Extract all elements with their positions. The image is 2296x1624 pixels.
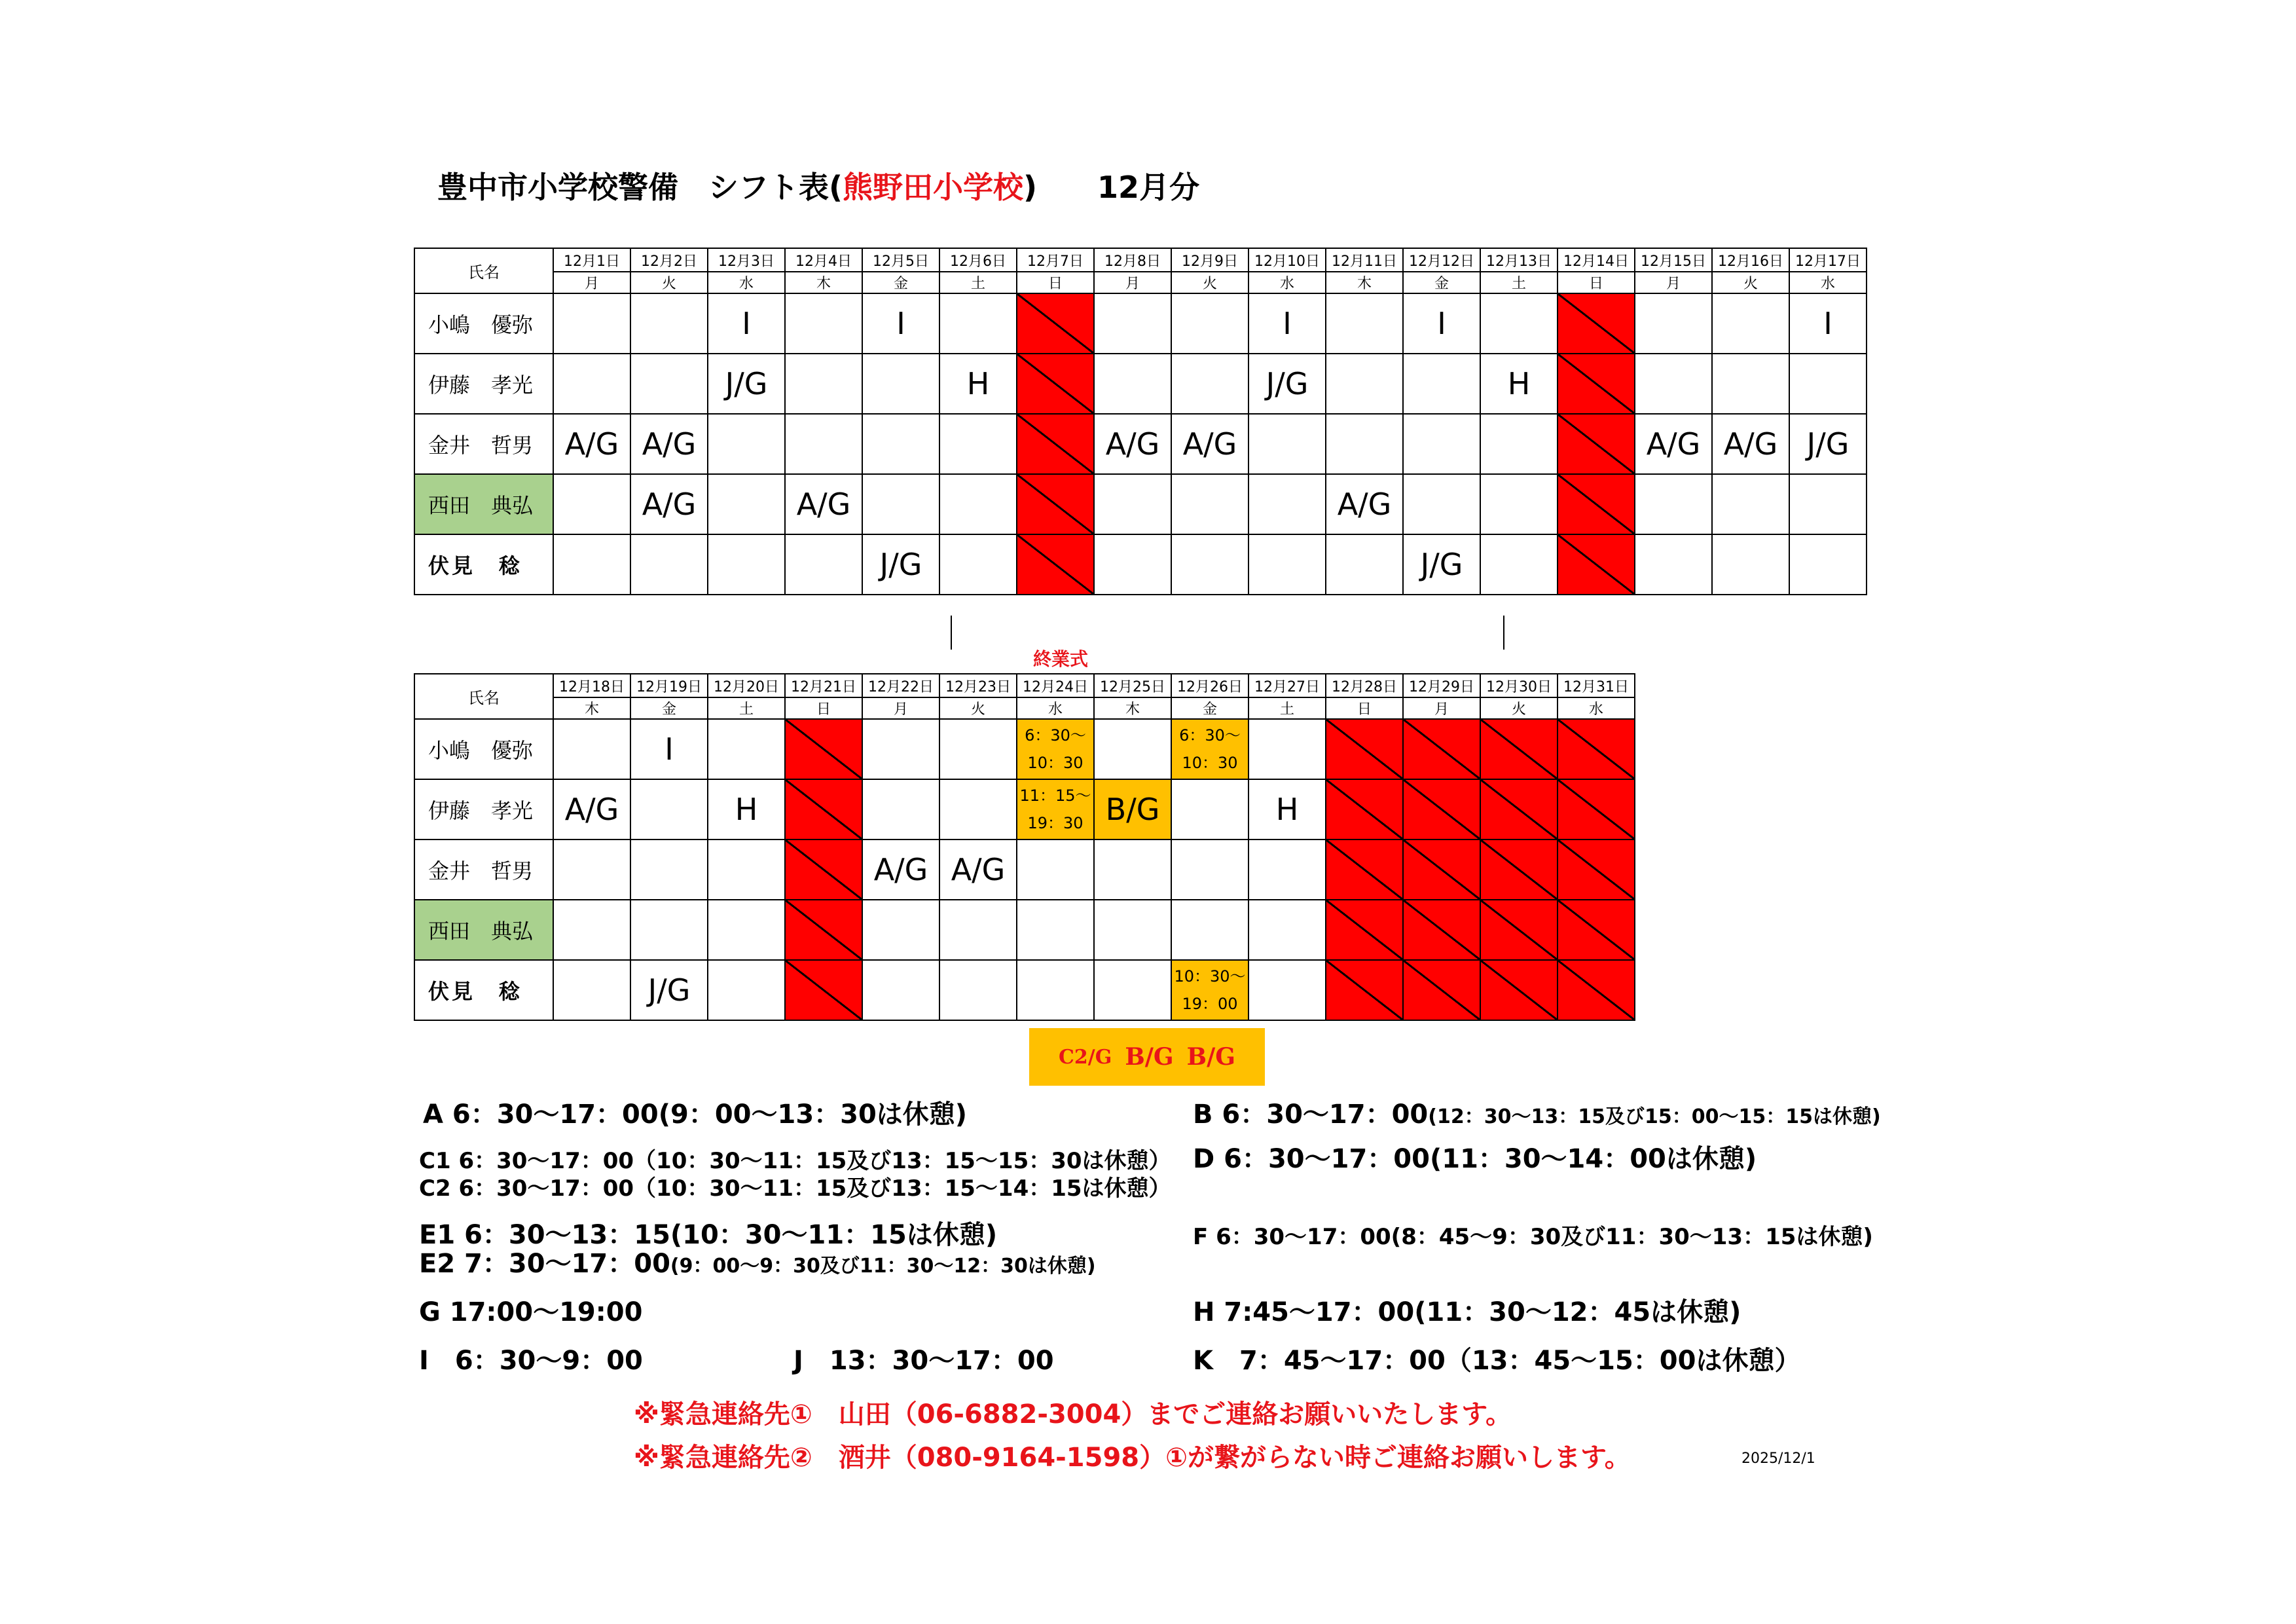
shift-cell: 6：30～ 10：30 (1171, 719, 1248, 779)
shift-cell (708, 474, 785, 534)
shift-cell (1326, 414, 1403, 474)
date-header: 12月8日 (1094, 248, 1171, 272)
date-header: 12月22日 (862, 674, 939, 697)
off-day-cell (1326, 719, 1403, 779)
shift-cell (553, 293, 630, 354)
shift-cell (708, 840, 785, 900)
shift-cell: J/G (862, 534, 939, 595)
shift-cell (630, 354, 708, 414)
off-day-cell (1558, 779, 1635, 840)
off-day-cell (1480, 840, 1558, 900)
shift-cell: A/G (862, 840, 939, 900)
date-header: 12月29日 (1403, 674, 1480, 697)
date-header: 12月14日 (1558, 248, 1635, 272)
weekday-header: 土 (1480, 272, 1558, 293)
weekday-header: 水 (1789, 272, 1867, 293)
emergency-contact-1: ※緊急連絡先① 山田（06-6882-3004）までご連絡お願いいたします。 (634, 1399, 1512, 1430)
date-header: 12月10日 (1248, 248, 1326, 272)
weekday-header: 土 (939, 272, 1017, 293)
shift-cell (1094, 354, 1171, 414)
separator-tick-left (951, 616, 952, 650)
weekday-header: 日 (1017, 272, 1094, 293)
staff-name: 小嶋 優弥 (414, 293, 553, 354)
shift-cell: A/G (1326, 474, 1403, 534)
off-day-cell (1017, 474, 1094, 534)
weekday-header: 火 (1480, 697, 1558, 719)
shift-cell (1403, 474, 1480, 534)
date-header: 12月18日 (553, 674, 630, 697)
shift-cell (1248, 960, 1326, 1020)
shift-cell: H (1480, 354, 1558, 414)
off-day-cell (1558, 840, 1635, 900)
table-row (414, 900, 1635, 960)
shift-cell (1017, 840, 1094, 900)
date-header: 12月7日 (1017, 248, 1094, 272)
shift-cell (785, 414, 862, 474)
date-header: 12月9日 (1171, 248, 1248, 272)
shift-cell (1480, 474, 1558, 534)
weekday-header: 火 (939, 697, 1017, 719)
shift-cell (1171, 474, 1248, 534)
shift-cell: J/G (1248, 354, 1326, 414)
off-day-cell (1403, 960, 1480, 1020)
shift-cell (1712, 293, 1789, 354)
shift-cell (1171, 354, 1248, 414)
legend-e2: E2 7：30～17：00(9：00～9：30及び11：30～12：30は休憩) (419, 1249, 1096, 1279)
staff-name: 伏見 稔 (414, 960, 553, 1020)
shift-cell (1094, 719, 1171, 779)
shift-cell (1712, 354, 1789, 414)
shift-cell (1094, 840, 1171, 900)
shift-cell (862, 474, 939, 534)
shift-cell: A/G (1712, 414, 1789, 474)
off-day-cell (1403, 779, 1480, 840)
weekday-header: 木 (553, 697, 630, 719)
shift-cell (1712, 474, 1789, 534)
shift-cell (553, 474, 630, 534)
shift-cell (1326, 293, 1403, 354)
weekday-header: 金 (862, 272, 939, 293)
legend-h: H 7:45～17：00(11：30～12：45は休憩) (1193, 1297, 1741, 1327)
weekday-header: 月 (862, 697, 939, 719)
shift-cell: A/G (1094, 414, 1171, 474)
shift-cell: J/G (630, 960, 708, 1020)
shift-cell (553, 900, 630, 960)
legend-c2: C2 6：30～17：00（10：30～11：15及び13：15～14：15は休憩） (419, 1175, 1171, 1202)
shift-cell (939, 779, 1017, 840)
name-header: 氏名 (414, 248, 553, 293)
off-day-cell (1480, 719, 1558, 779)
off-day-cell (1403, 900, 1480, 960)
table-row (414, 293, 1867, 354)
shift-cell (862, 900, 939, 960)
off-day-cell (1326, 779, 1403, 840)
weekday-header: 木 (785, 272, 862, 293)
shift-cell (785, 293, 862, 354)
weekday-header: 土 (1248, 697, 1326, 719)
shift-cell (630, 779, 708, 840)
table-row (414, 719, 1635, 779)
shift-cell: A/G (630, 474, 708, 534)
table-row (414, 474, 1867, 534)
shift-cell (939, 474, 1017, 534)
date-header: 12月27日 (1248, 674, 1326, 697)
weekday-header: 水 (1558, 697, 1635, 719)
weekday-header: 月 (553, 272, 630, 293)
shift-cell (553, 354, 630, 414)
shift-cell (1480, 293, 1558, 354)
shift-cell (1326, 354, 1403, 414)
shift-cell (708, 900, 785, 960)
date-header: 12月26日 (1171, 674, 1248, 697)
off-day-cell (1558, 534, 1635, 595)
shift-cell (939, 293, 1017, 354)
shift-cell (1094, 293, 1171, 354)
shift-cell: I (1248, 293, 1326, 354)
special-shift-bg-2: B/G (1186, 1043, 1235, 1071)
legend-c1: C1 6：30～17：00（10：30～11：15及び13：15～15：30は休憩） (419, 1148, 1171, 1174)
date-header: 12月12日 (1403, 248, 1480, 272)
date-header: 12月24日 (1017, 674, 1094, 697)
off-day-cell (785, 840, 862, 900)
shift-cell (1171, 840, 1248, 900)
table-row (414, 960, 1635, 1020)
shift-cell (708, 534, 785, 595)
page-title: 豊中市小学校警備 シフト表(熊野田小学校) 12月分 (437, 170, 1200, 205)
shift-cell: H (939, 354, 1017, 414)
table-row (414, 354, 1867, 414)
shift-cell (553, 960, 630, 1020)
weekday-header: 金 (1403, 272, 1480, 293)
shift-cell (708, 719, 785, 779)
table-row (414, 534, 1867, 595)
shift-cell: J/G (1789, 414, 1867, 474)
date-header: 12月5日 (862, 248, 939, 272)
weekday-header: 日 (1558, 272, 1635, 293)
name-header: 氏名 (414, 674, 553, 719)
staff-name: 伊藤 孝光 (414, 354, 553, 414)
shift-cell: A/G (630, 414, 708, 474)
shift-cell: 11：15～ 19：30 (1017, 779, 1094, 840)
special-shift-bg-1: B/G (1125, 1043, 1174, 1071)
shift-cell: 10：30～ 19：00 (1171, 960, 1248, 1020)
off-day-cell (1326, 900, 1403, 960)
legend-b: B 6：30～17：00(12：30～13：15及び15：00～15：15は休憩) (1193, 1099, 1881, 1130)
shift-cell (1789, 534, 1867, 595)
shift-cell (1480, 534, 1558, 595)
off-day-cell (1558, 900, 1635, 960)
shift-cell (862, 719, 939, 779)
off-day-cell (785, 900, 862, 960)
shift-cell (939, 719, 1017, 779)
off-day-cell (1480, 779, 1558, 840)
off-day-cell (1017, 414, 1094, 474)
shift-cell: I (862, 293, 939, 354)
date-header: 12月25日 (1094, 674, 1171, 697)
date-header: 12月13日 (1480, 248, 1558, 272)
legend-a: A 6：30～17：00(9：00～13：30は休憩) (423, 1099, 968, 1130)
off-day-cell (1403, 719, 1480, 779)
shift-cell (1248, 719, 1326, 779)
shift-cell (708, 960, 785, 1020)
shift-cell (939, 414, 1017, 474)
shift-cell (1248, 534, 1326, 595)
staff-name: 西田 典弘 (414, 474, 553, 534)
legend-f: F 6：30～17：00(8：45～9：30及び11：30～13：15は休憩) (1193, 1224, 1873, 1250)
weekday-header: 日 (785, 697, 862, 719)
shift-cell (939, 534, 1017, 595)
staff-name: 金井 哲男 (414, 840, 553, 900)
date-header: 12月15日 (1635, 248, 1712, 272)
date-header: 12月19日 (630, 674, 708, 697)
shift-cell (1789, 474, 1867, 534)
off-day-cell (1558, 293, 1635, 354)
shift-cell: A/G (785, 474, 862, 534)
shift-cell (553, 719, 630, 779)
weekday-header: 火 (630, 272, 708, 293)
shift-cell (630, 840, 708, 900)
date-header: 12月28日 (1326, 674, 1403, 697)
shift-cell: A/G (939, 840, 1017, 900)
shift-cell (939, 960, 1017, 1020)
shift-cell (1712, 534, 1789, 595)
date-header: 12月17日 (1789, 248, 1867, 272)
weekday-header: 水 (708, 272, 785, 293)
legend-d: D 6：30～17：00(11：30～14：00は休憩) (1193, 1144, 1757, 1174)
date-header: 12月23日 (939, 674, 1017, 697)
shift-table-2 (414, 673, 1635, 1021)
shift-cell (1789, 354, 1867, 414)
shift-cell (1017, 900, 1094, 960)
shift-cell (1094, 960, 1171, 1020)
date-header: 12月31日 (1558, 674, 1635, 697)
shift-cell: A/G (553, 414, 630, 474)
staff-name: 小嶋 優弥 (414, 719, 553, 779)
shift-cell (630, 293, 708, 354)
weekday-header: 月 (1094, 272, 1171, 293)
shift-cell (1248, 474, 1326, 534)
shift-cell: B/G (1094, 779, 1171, 840)
shift-cell (1248, 840, 1326, 900)
shift-cell: I (1403, 293, 1480, 354)
shift-cell (1326, 534, 1403, 595)
legend-k: K 7：45～17：00（13：45～15：00は休憩） (1193, 1346, 1801, 1376)
weekday-header: 金 (630, 697, 708, 719)
weekday-header: 金 (1171, 697, 1248, 719)
off-day-cell (785, 960, 862, 1020)
school-name: 熊野田小学校 (843, 170, 1024, 205)
off-day-cell (1017, 534, 1094, 595)
shift-cell: I (708, 293, 785, 354)
date-header: 12月20日 (708, 674, 785, 697)
shift-cell (630, 900, 708, 960)
off-day-cell (1558, 354, 1635, 414)
shift-cell (1635, 474, 1712, 534)
date-header: 12月4日 (785, 248, 862, 272)
weekday-header: 木 (1094, 697, 1171, 719)
shift-cell (785, 534, 862, 595)
shift-cell: H (708, 779, 785, 840)
shift-cell (1248, 414, 1326, 474)
shift-table-1 (414, 248, 1867, 595)
shift-cell (708, 414, 785, 474)
date-header: 12月30日 (1480, 674, 1558, 697)
shift-cell (553, 534, 630, 595)
off-day-cell (1326, 960, 1403, 1020)
shift-cell (862, 960, 939, 1020)
weekday-header: 木 (1326, 272, 1403, 293)
off-day-cell (1326, 840, 1403, 900)
date-header: 12月2日 (630, 248, 708, 272)
staff-name: 西田 典弘 (414, 900, 553, 960)
shift-cell: J/G (1403, 534, 1480, 595)
emergency-contact-2: ※緊急連絡先② 酒井（080-9164-1598）①が繋がらない時ご連絡お願いします。 (634, 1443, 1631, 1473)
legend-i: I 6：30～9：00 (419, 1346, 643, 1376)
shift-cell (1094, 900, 1171, 960)
shift-cell (1635, 534, 1712, 595)
shift-cell (1171, 779, 1248, 840)
shift-cell (862, 414, 939, 474)
shift-cell (1403, 414, 1480, 474)
table-row (414, 779, 1635, 840)
staff-name: 伏見 稔 (414, 534, 553, 595)
off-day-cell (785, 719, 862, 779)
date-header: 12月16日 (1712, 248, 1789, 272)
shift-cell (1635, 293, 1712, 354)
shift-cell (1403, 354, 1480, 414)
staff-name: 金井 哲男 (414, 414, 553, 474)
closing-ceremony-label: 終業式 (1033, 648, 1089, 670)
shift-cell: J/G (708, 354, 785, 414)
shift-cell (1171, 900, 1248, 960)
weekday-header: 火 (1712, 272, 1789, 293)
shift-cell: A/G (553, 779, 630, 840)
staff-name: 伊藤 孝光 (414, 779, 553, 840)
shift-cell (862, 779, 939, 840)
weekday-header: 月 (1403, 697, 1480, 719)
legend-j: J 13：30～17：00 (793, 1346, 1054, 1376)
weekday-header: 月 (1635, 272, 1712, 293)
weekday-header: 水 (1248, 272, 1326, 293)
shift-cell (1171, 293, 1248, 354)
date-header: 12月3日 (708, 248, 785, 272)
off-day-cell (1403, 840, 1480, 900)
off-day-cell (1558, 414, 1635, 474)
date-header: 12月1日 (553, 248, 630, 272)
shift-cell: I (630, 719, 708, 779)
special-shift-c2g: C2/G (1059, 1045, 1112, 1069)
legend-g: G 17:00～19:00 (419, 1297, 643, 1327)
shift-cell (785, 354, 862, 414)
legend-e1: E1 6：30～13：15(10：30～11：15は休憩) (419, 1220, 998, 1250)
date-header: 12月11日 (1326, 248, 1403, 272)
separator-tick-right (1503, 616, 1504, 650)
off-day-cell (1017, 293, 1094, 354)
date-header: 12月21日 (785, 674, 862, 697)
shift-cell (1094, 534, 1171, 595)
off-day-cell (785, 779, 862, 840)
off-day-cell (1017, 354, 1094, 414)
special-shift-bar (1029, 1028, 1265, 1086)
shift-cell (1635, 354, 1712, 414)
shift-cell (862, 354, 939, 414)
shift-cell: H (1248, 779, 1326, 840)
shift-cell (553, 840, 630, 900)
issue-date: 2025/12/1 (1741, 1450, 1815, 1467)
shift-cell: A/G (1171, 414, 1248, 474)
off-day-cell (1480, 900, 1558, 960)
shift-cell (630, 534, 708, 595)
shift-cell: A/G (1635, 414, 1712, 474)
weekday-header: 水 (1017, 697, 1094, 719)
date-header: 12月6日 (939, 248, 1017, 272)
weekday-header: 火 (1171, 272, 1248, 293)
shift-cell: 6：30～ 10：30 (1017, 719, 1094, 779)
weekday-header: 土 (708, 697, 785, 719)
shift-cell (1248, 900, 1326, 960)
shift-cell (1094, 474, 1171, 534)
off-day-cell (1558, 474, 1635, 534)
shift-cell (1480, 414, 1558, 474)
off-day-cell (1558, 719, 1635, 779)
table-row (414, 414, 1867, 474)
weekday-header: 日 (1326, 697, 1403, 719)
shift-cell (1017, 960, 1094, 1020)
shift-cell (939, 900, 1017, 960)
shift-cell: I (1789, 293, 1867, 354)
off-day-cell (1480, 960, 1558, 1020)
off-day-cell (1558, 960, 1635, 1020)
shift-cell (1171, 534, 1248, 595)
table-row (414, 840, 1635, 900)
